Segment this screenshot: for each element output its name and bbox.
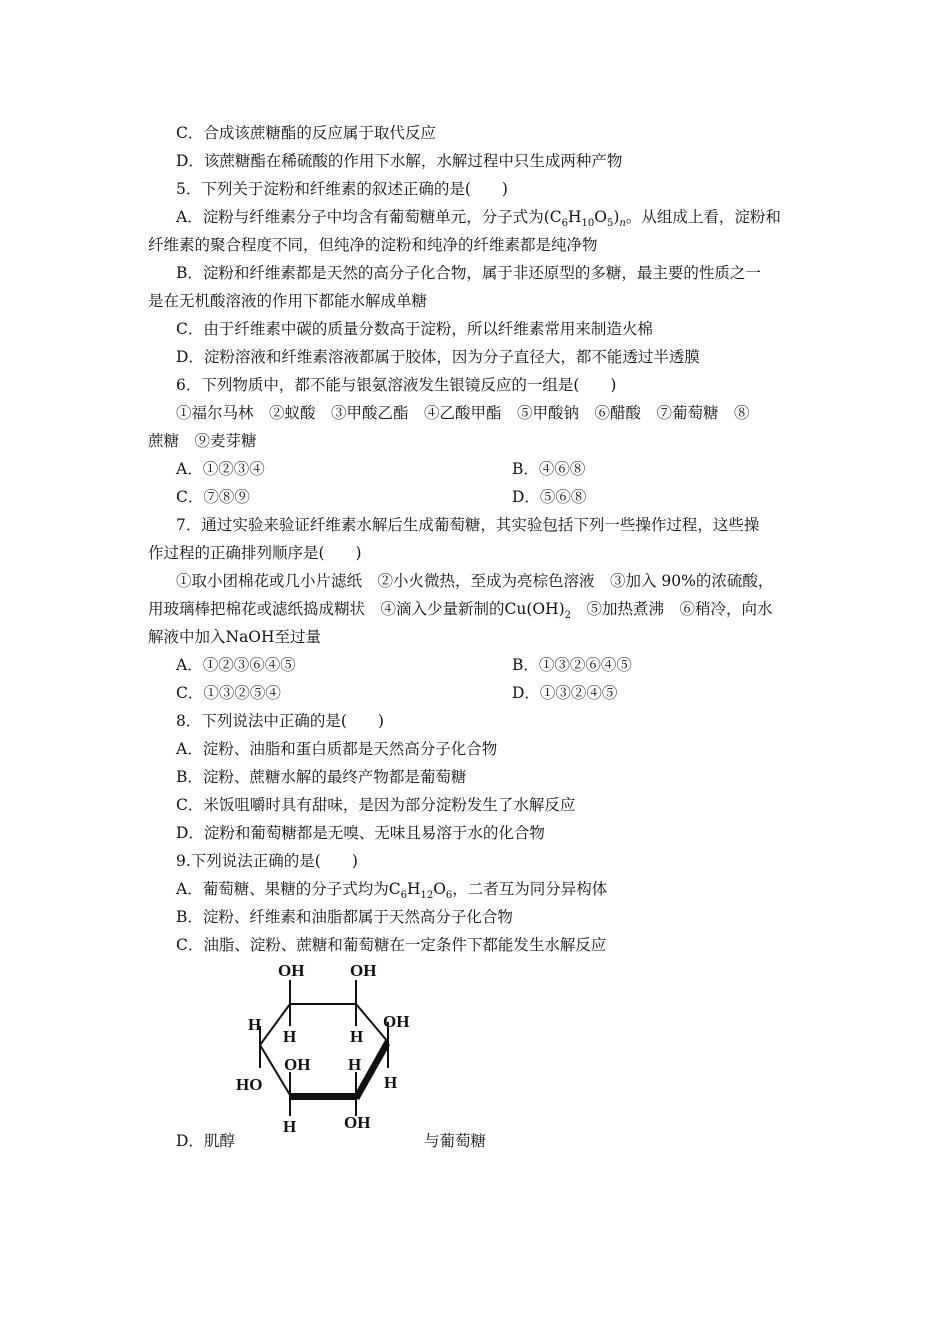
q6-list-line1: ①福尔马林 ②蚁酸 ③甲酸乙酯 ④乙酸甲酯 ⑤甲酸钠 ⑥醋酸 ⑦葡萄糖 ⑧: [176, 404, 750, 422]
atom-label-oh-top-left: OH: [278, 961, 305, 980]
q5-option-c: C．由于纤维素中碳的质量分数高于淀粉，所以纤维素常用来制造火棉: [176, 320, 653, 338]
atom-label-h-left: H: [248, 1015, 262, 1034]
q6-stem: 6．下列物质中，都不能与银氨溶液发生银镜反应的一组是( ): [176, 376, 617, 394]
q9-stem: 9.下列说法正确的是( ): [176, 852, 358, 870]
q9-option-d-label: D．肌醇: [176, 1132, 235, 1150]
atom-label-oh-inner: OH: [284, 1055, 311, 1074]
q6-option-d: D．⑤⑥⑧: [512, 488, 587, 506]
q7-option-d: D．①③②④⑤: [512, 684, 618, 702]
atom-label-h-inner: H: [348, 1055, 362, 1074]
q5-stem: 5．下列关于淀粉和纤维素的叙述正确的是( ): [176, 180, 508, 198]
q7-option-b: B．①③②⑥④⑤: [512, 656, 632, 674]
q8-option-b: B．淀粉、蔗糖水解的最终产物都是葡萄糖: [176, 768, 467, 786]
q5-option-a-line1: A．淀粉与纤维素分子中均含有葡萄糖单元，分子式为$(C_6H_{10}O_5)_n$。从组成上看，淀粉和: [176, 208, 781, 230]
q7-steps-line3: 解液中加入NaOH至过量: [148, 628, 322, 646]
atom-label-oh-right: OH: [383, 1012, 410, 1031]
q6-option-c: C．⑦⑧⑨: [176, 488, 250, 506]
inositol-structure: [228, 960, 428, 1138]
atom-label-h-right: H: [384, 1073, 398, 1092]
q8-option-a: A．淀粉、油脂和蛋白质都是天然高分子化合物: [176, 740, 498, 758]
q7-stem-line1: 7．通过实验来验证纤维素水解后生成葡萄糖，其实验包括下列一些操作过程，这些操: [176, 516, 760, 534]
q9-option-c: C．油脂、淀粉、蔗糖和葡萄糖在一定条件下都能发生水解反应: [176, 936, 607, 954]
q4-option-d: D．该蔗糖酯在稀硫酸的作用下水解，水解过程中只生成两种产物: [176, 152, 623, 170]
atom-label-ho-left: HO: [236, 1075, 263, 1094]
atom-label-h-c1: H: [283, 1027, 297, 1046]
q7-option-a: A．①②③⑥④⑤: [176, 656, 296, 674]
q8-option-c: C．米饭咀嚼时具有甜味，是因为部分淀粉发生了水解反应: [176, 796, 576, 814]
atom-label-oh-top-right: OH: [350, 961, 377, 980]
q7-option-c: C．①③②⑤④: [176, 684, 281, 702]
q7-steps-line1: ①取小团棉花或几小片滤纸 ②小火微热，至成为亮棕色溶液 ③加入 90%的浓硫酸，: [176, 572, 774, 590]
q7-stem-line2: 作过程的正确排列顺序是( ): [148, 544, 362, 562]
q4-option-c: C．合成该蔗糖酯的反应属于取代反应: [176, 124, 436, 142]
q5-option-b-line2: 是在无机酸溶液的作用下都能水解成单糖: [148, 292, 428, 310]
q9-option-d-suffix: 与葡萄糖: [424, 1132, 487, 1150]
q7-steps-line2: 用玻璃棒把棉花或滤纸捣成糊状 ④滴入少量新制的$Cu(OH)_2$ ⑤加热煮沸 ⑥稍冷，向水: [148, 600, 773, 622]
atom-label-oh-bottom: OH: [344, 1113, 371, 1132]
q6-option-a: A．①②③④: [176, 460, 265, 478]
atom-label-h-bottom: H: [283, 1117, 297, 1136]
q5-option-a-line2: 纤维素的聚合程度不同，但纯净的淀粉和纯净的纤维素都是纯净物: [148, 236, 598, 254]
q8-stem: 8．下列说法中正确的是( ): [176, 712, 384, 730]
q9-option-a: A．葡萄糖、果糖的分子式均为$C_6H_{12}O_6$，二者互为同分异构体: [176, 880, 608, 902]
q9-option-b: B．淀粉、纤维素和油脂都属于天然高分子化合物: [176, 908, 513, 926]
q5-option-b-line1: B．淀粉和纤维素都是天然的高分子化合物，属于非还原型的多糖，最主要的性质之一: [176, 264, 761, 282]
q5-option-d: D．淀粉溶液和纤维素溶液都属于胶体，因为分子直径大，都不能透过半透膜: [176, 348, 700, 366]
q6-option-b: B．④⑥⑧: [512, 460, 586, 478]
q6-list-line2: 蔗糖 ⑨麦芽糖: [148, 432, 257, 450]
q8-option-d: D．淀粉和葡萄糖都是无嗅、无味且易溶于水的化合物: [176, 824, 545, 842]
atom-label-h-c2: H: [350, 1027, 364, 1046]
